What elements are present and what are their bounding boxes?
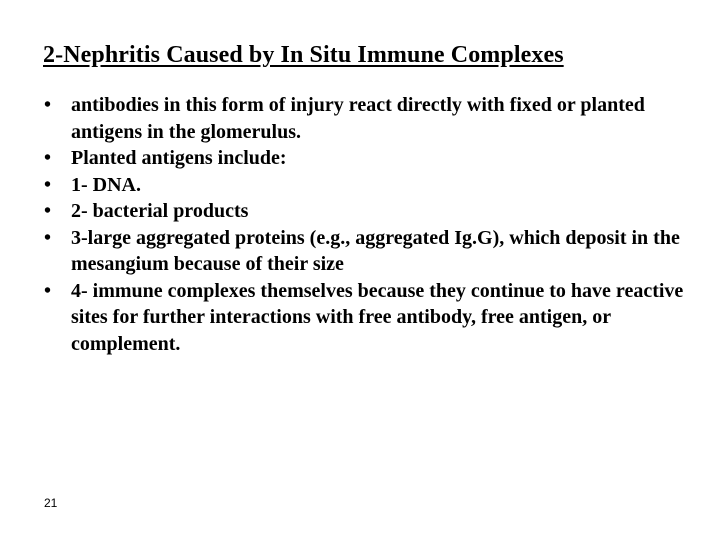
bullet-item	[44, 172, 694, 199]
bullet-icon: •	[44, 279, 52, 302]
bullet-text: 2- bacterial products	[71, 200, 249, 222]
bullet-icon: •	[44, 173, 52, 196]
bullet-item	[44, 225, 694, 278]
bullet-text: antibodies in this form of injury react directly with fixed or planted antigens in the glomerulus.	[71, 94, 645, 143]
bullet-text: Planted antigens include:	[71, 147, 287, 169]
bullet-item	[44, 198, 694, 225]
bullet-list	[44, 92, 694, 357]
slide-title: 2-Nephritis Caused by In Situ Immune Complexes	[43, 42, 564, 68]
bullet-icon: •	[44, 200, 52, 222]
bullet-icon: •	[44, 147, 52, 169]
bullet-item	[44, 92, 694, 145]
bullet-icon: •	[44, 94, 52, 116]
bullet-icon: •	[44, 226, 52, 249]
bullet-text: 3-large aggregated proteins (e.g., aggregated Ig.G), which deposit in the mesangium because of their size	[71, 226, 680, 275]
bullet-item	[44, 278, 694, 358]
page-number: 21	[44, 496, 58, 510]
bullet-text: 4- immune complexes themselves because they continue to have reactive sites for further interactions with free antibody, free antigen, or complement.	[71, 279, 684, 355]
bullet-item	[44, 145, 694, 172]
bullet-text: 1- DNA.	[71, 173, 141, 196]
